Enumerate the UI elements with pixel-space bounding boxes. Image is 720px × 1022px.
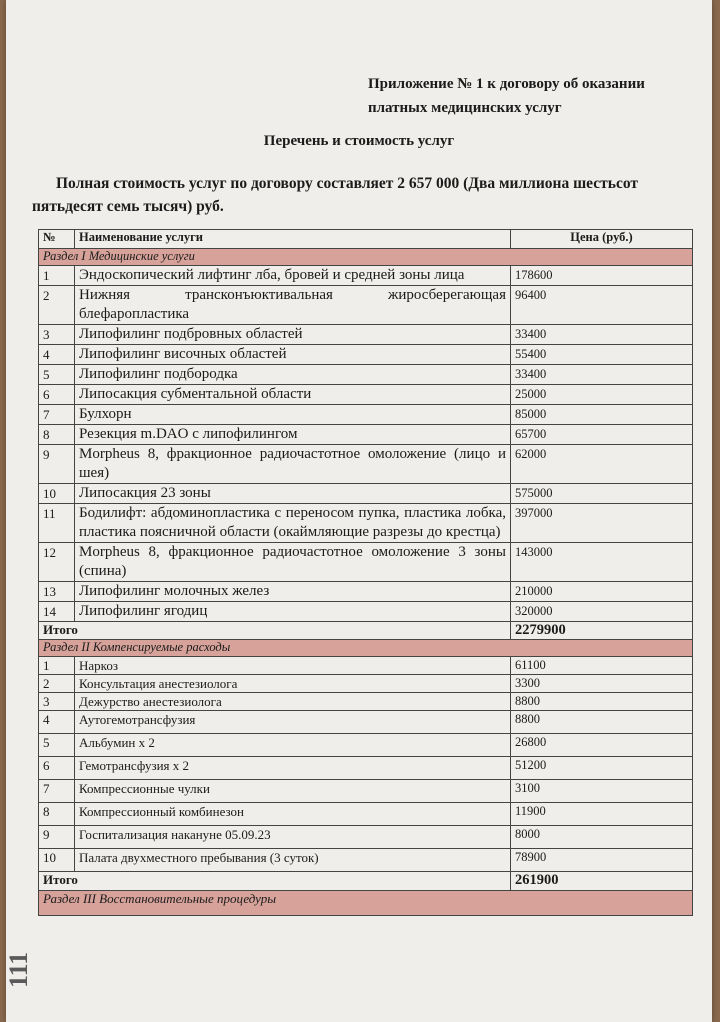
section-1-title: Раздел I Медицинские услуги <box>39 249 693 266</box>
row-num: 10 <box>39 849 75 872</box>
section-3-title: Раздел III Восстановительные процедуры <box>39 891 693 916</box>
row-num: 1 <box>39 657 75 675</box>
table-row <box>39 405 693 425</box>
row-num: 7 <box>39 780 75 803</box>
row-num: 4 <box>39 345 75 365</box>
row-price: 51200 <box>511 757 693 780</box>
document-title: Перечень и стоимость услуг <box>263 133 455 149</box>
section-2-total-row <box>39 872 693 891</box>
table-row <box>39 582 693 602</box>
row-price: 55400 <box>511 345 693 365</box>
table-row <box>39 543 693 582</box>
table-row <box>39 693 693 711</box>
row-name: Липофилинг ягодиц <box>75 602 511 622</box>
row-price: 61100 <box>511 657 693 675</box>
section-2-title: Раздел II Компенсируемые расходы <box>39 640 693 657</box>
row-name: Липофилинг подбородка <box>75 365 511 385</box>
row-num: 11 <box>39 504 75 543</box>
table-row <box>39 266 693 286</box>
row-num: 5 <box>39 734 75 757</box>
row-name: Дежурство анестезиолога <box>75 693 511 711</box>
row-num: 13 <box>39 582 75 602</box>
row-price: 575000 <box>511 484 693 504</box>
row-num: 10 <box>39 484 75 504</box>
row-price: 65700 <box>511 425 693 445</box>
row-name: Нижняя трансконъюктивальная жиросберегающая блефаропластика <box>75 286 511 325</box>
table-row <box>39 757 693 780</box>
header-name: Наименование услуги <box>75 230 511 249</box>
row-name: Липосакция субментальной области <box>75 385 511 405</box>
row-num: 3 <box>39 325 75 345</box>
row-num: 8 <box>39 803 75 826</box>
row-name: Morpheus 8, фракционное радиочастотное омоложение 3 зоны (спина) <box>75 543 511 582</box>
document-page <box>6 0 712 1022</box>
row-name: Госпитализация накануне 05.09.23 <box>75 826 511 849</box>
row-num: 12 <box>39 543 75 582</box>
margin-page-mark: 111 <box>4 951 33 988</box>
row-price: 143000 <box>511 543 693 582</box>
appendix-line-1: Приложение № 1 к договору об оказании <box>368 76 645 92</box>
table-row <box>39 826 693 849</box>
row-num: 2 <box>39 675 75 693</box>
row-num: 4 <box>39 711 75 734</box>
row-num: 9 <box>39 826 75 849</box>
row-price: 33400 <box>511 365 693 385</box>
row-name: Компрессионные чулки <box>75 780 511 803</box>
row-name: Липофилинг подбровных областей <box>75 325 511 345</box>
table-row <box>39 445 693 484</box>
total-cost-paragraph: Полная стоимость услуг по договору составляет 2 657 000 (Два миллиона шестьсот пятьдесят семь тысяч) руб. <box>32 175 638 215</box>
table-row <box>39 675 693 693</box>
row-name: Резекция m.DAO с липофилингом <box>75 425 511 445</box>
row-name: Бодилифт: абдоминопластика с переносом пупка, пластика лобка, пластика поясничной области (окаймляющие разрезы до крестца) <box>75 504 511 543</box>
section-2-total-label: Итого <box>39 872 511 891</box>
row-name: Липофилинг молочных желез <box>75 582 511 602</box>
header-price: Цена (руб.) <box>511 230 693 249</box>
row-num: 2 <box>39 286 75 325</box>
row-name: Гемотрансфузия х 2 <box>75 757 511 780</box>
table-header-row <box>39 230 693 249</box>
section-3-row <box>39 891 693 916</box>
row-price: 3300 <box>511 675 693 693</box>
section-1-row <box>39 249 693 266</box>
row-price: 8000 <box>511 826 693 849</box>
row-num: 8 <box>39 425 75 445</box>
row-num: 9 <box>39 445 75 484</box>
table-row <box>39 286 693 325</box>
row-price: 85000 <box>511 405 693 425</box>
row-name: Булхорн <box>75 405 511 425</box>
row-name: Альбумин х 2 <box>75 734 511 757</box>
row-num: 14 <box>39 602 75 622</box>
row-name: Morpheus 8, фракционное радиочастотное омоложение (лицо и шея) <box>75 445 511 484</box>
row-price: 78900 <box>511 849 693 872</box>
table-row <box>39 484 693 504</box>
row-price: 26800 <box>511 734 693 757</box>
header-num: № <box>39 230 75 249</box>
services-table <box>38 229 693 916</box>
table-row <box>39 734 693 757</box>
row-name: Компрессионный комбинезон <box>75 803 511 826</box>
row-num: 6 <box>39 757 75 780</box>
row-price: 320000 <box>511 602 693 622</box>
table-row <box>39 425 693 445</box>
row-name: Липосакция 23 зоны <box>75 484 511 504</box>
section-2-total-value: 261900 <box>511 872 693 891</box>
row-price: 3100 <box>511 780 693 803</box>
appendix-line-2: платных медицинских услуг <box>368 100 562 116</box>
table-row <box>39 602 693 622</box>
section-1-total-row <box>39 622 693 640</box>
row-price: 25000 <box>511 385 693 405</box>
appendix-heading <box>368 72 698 120</box>
row-name: Наркоз <box>75 657 511 675</box>
row-num: 3 <box>39 693 75 711</box>
table-row <box>39 385 693 405</box>
table-row <box>39 345 693 365</box>
row-price: 33400 <box>511 325 693 345</box>
row-name: Аутогемотрансфузия <box>75 711 511 734</box>
section-1-total-value: 2279900 <box>511 622 693 640</box>
table-row <box>39 504 693 543</box>
row-name: Консультация анестезиолога <box>75 675 511 693</box>
table-row <box>39 325 693 345</box>
row-price: 397000 <box>511 504 693 543</box>
row-name: Эндоскопический лифтинг лба, бровей и средней зоны лица <box>75 266 511 286</box>
table-row <box>39 780 693 803</box>
row-price: 8800 <box>511 693 693 711</box>
row-price: 11900 <box>511 803 693 826</box>
section-1-total-label: Итого <box>39 622 511 640</box>
row-num: 1 <box>39 266 75 286</box>
row-price: 210000 <box>511 582 693 602</box>
row-price: 8800 <box>511 711 693 734</box>
row-price: 178600 <box>511 266 693 286</box>
row-name: Палата двухместного пребывания (3 суток) <box>75 849 511 872</box>
table-row <box>39 365 693 385</box>
row-num: 5 <box>39 365 75 385</box>
table-row <box>39 803 693 826</box>
row-num: 7 <box>39 405 75 425</box>
row-name: Липофилинг височных областей <box>75 345 511 365</box>
table-row <box>39 711 693 734</box>
table-row <box>39 657 693 675</box>
row-price: 96400 <box>511 286 693 325</box>
section-2-row <box>39 640 693 657</box>
row-price: 62000 <box>511 445 693 484</box>
table-row <box>39 849 693 872</box>
row-num: 6 <box>39 385 75 405</box>
